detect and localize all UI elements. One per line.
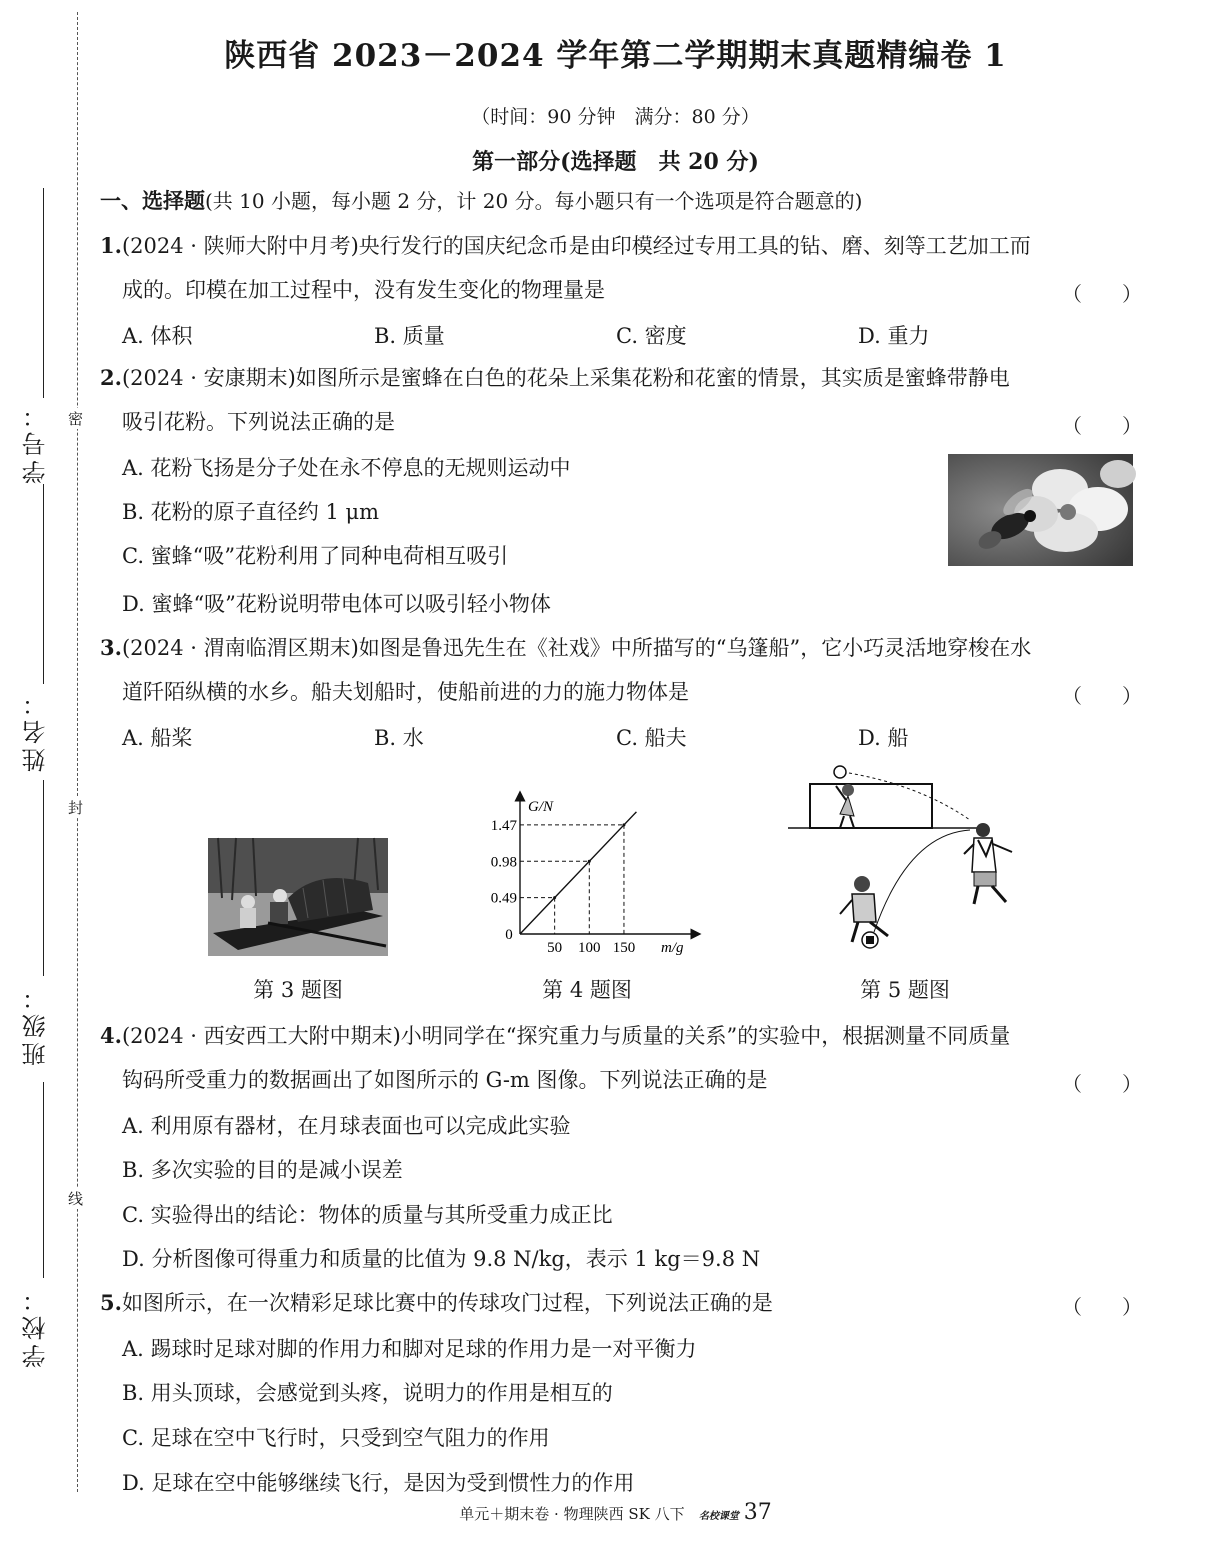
q1-line1: (2024 · 陕师大附中月考)央行发行的国庆纪念币是由印模经过专用工具的钻、磨、刻等工艺加工而 — [121, 234, 1031, 258]
q4-stem-line1 — [100, 1021, 1010, 1051]
q4-option-a: A. 利用原有器材，在月球表面也可以完成此实验 — [122, 1114, 571, 1138]
chart-x-tick-label: 50 — [547, 940, 563, 956]
part-title: 第一部分(选择题 共 20 分) — [472, 149, 759, 175]
chart-y-tick-label: 0.98 — [490, 854, 517, 871]
page-footer — [0, 1500, 1231, 1525]
student-id-label: 学号： — [22, 400, 50, 484]
header-player — [976, 823, 990, 837]
ball-near-goal — [834, 766, 846, 778]
q4-line2: 钩码所受重力的数据画出了如图所示的 G-m 图像。下列说法正确的是 — [122, 1068, 768, 1092]
q1-stem-line1 — [100, 231, 1031, 261]
q4-line1: (2024 · 西安西工大附中期末)小明同学在“探究重力与质量的关系”的实验中，根据测量不同质量 — [121, 1024, 1011, 1048]
q1-option-a: A. 体积 — [122, 324, 193, 348]
q4-option-b: B. 多次实验的目的是减小误差 — [122, 1158, 403, 1182]
q1-answer-blank[interactable]: （ ） — [1062, 282, 1142, 306]
chart-origin-label: 0 — [505, 927, 513, 943]
q2-answer-blank[interactable]: （ ） — [1062, 414, 1142, 438]
chart-x-tick-label: 150 — [612, 940, 636, 956]
bee-flower-photo — [948, 454, 1133, 566]
chart-ylabel: G/N — [528, 799, 554, 815]
chart-series-line — [520, 812, 636, 934]
q4-answer-blank[interactable]: （ ） — [1062, 1072, 1142, 1096]
q2-line2: 吸引花粉。下列说法正确的是 — [122, 410, 395, 434]
figure5-caption: 第 5 题图 — [860, 978, 950, 1002]
q2-option-a: A. 花粉飞扬是分子处在永不停息的无规则运动中 — [122, 456, 571, 480]
q2-option-c: C. 蜜蜂“吸”花粉利用了同种电荷相互吸引 — [122, 544, 509, 568]
boat-photo — [208, 838, 388, 956]
figure3-caption: 第 3 题图 — [253, 978, 343, 1002]
figure4-caption: 第 4 题图 — [542, 978, 632, 1002]
seal-char-mi: 密 — [68, 410, 84, 428]
section-head: 一、选择题 — [100, 188, 205, 213]
q2-number: 2. — [100, 365, 122, 390]
q2-option-d: D. 蜜蜂“吸”花粉说明带电体可以吸引轻小物体 — [122, 592, 551, 616]
page-number: 37 — [743, 1500, 772, 1525]
q2-line1: (2024 · 安康期末)如图所示是蜜蜂在白色的花朵上采集花粉和花蜜的情景，其实质是蜜蜂带静电 — [121, 366, 1010, 390]
g-m-chart — [490, 792, 708, 956]
chart-data-point — [553, 896, 556, 899]
q4-option-d: D. 分析图像可得重力和质量的比值为 9.8 N/kg，表示 1 kg＝9.8 N — [122, 1247, 761, 1271]
q3-option-b: B. 水 — [374, 726, 424, 750]
q3-number: 3. — [100, 635, 122, 660]
school-label: 学校： — [22, 1284, 50, 1368]
q3-answer-blank[interactable]: （ ） — [1062, 684, 1142, 708]
exam-time-info: （时间：90 分钟 满分：80 分） — [471, 106, 760, 128]
footer-brand-logo: 名校课堂 — [698, 1511, 739, 1522]
q2-stem-line1 — [100, 363, 1010, 393]
section-desc: (共 10 小题，每小题 2 分，计 20 分。每小题只有一个选项是符合题意的) — [205, 189, 863, 213]
q1-option-d: D. 重力 — [858, 324, 930, 348]
q5-line1: 如图所示，在一次精彩足球比赛中的传球攻门过程，下列说法正确的是 — [121, 1291, 773, 1315]
q3-stem-line1 — [100, 633, 1031, 663]
chart-y-tick-label: 1.47 — [490, 817, 517, 834]
class-label: 班级： — [22, 982, 50, 1066]
q5-option-d: D. 足球在空中能够继续飞行，是因为受到惯性力的作用 — [122, 1471, 635, 1495]
chart-x-tick-label: 100 — [578, 940, 601, 956]
q1-option-b: B. 质量 — [374, 324, 445, 348]
q3-line1: (2024 · 渭南临渭区期末)如图是鲁迅先生在《社戏》中所描写的“乌篷船”，它小巧灵活地穿梭在水 — [121, 636, 1032, 660]
page-title: 陕西省 2023－2024 学年第二学期期末真题精编卷 1 — [224, 38, 1007, 74]
footer-text: 单元＋期末卷 · 物理陕西 SK 八下 — [459, 1505, 685, 1523]
q5-option-c: C. 足球在空中飞行时，只受到空气阻力的作用 — [122, 1426, 550, 1450]
kicker-player — [854, 876, 870, 892]
school-blank — [43, 1082, 44, 1278]
class-blank — [43, 780, 44, 976]
q3-line2: 道阡陌纵横的水乡。船夫划船时，使船前进的力的施力物体是 — [122, 680, 689, 704]
seal-char-xian: 线 — [68, 1190, 84, 1208]
student-id-blank — [43, 188, 44, 398]
q3-option-d: D. 船 — [858, 726, 909, 750]
binding-dashed-line — [77, 12, 78, 1492]
chart-xlabel: m/g — [661, 940, 684, 956]
q2-option-b: B. 花粉的原子直径约 1 μm — [122, 500, 380, 524]
q1-line2: 成的。印模在加工过程中，没有发生变化的物理量是 — [122, 278, 605, 302]
name-label: 姓名： — [22, 688, 50, 772]
q1-option-c: C. 密度 — [616, 324, 687, 348]
q5-option-b: B. 用头顶球，会感觉到头疼，说明力的作用是相互的 — [122, 1381, 613, 1405]
q4-number: 4. — [100, 1023, 122, 1048]
q5-option-a: A. 踢球时足球对脚的作用力和脚对足球的作用力是一对平衡力 — [122, 1337, 697, 1361]
chart-y-tick-label: 0.49 — [490, 890, 517, 907]
seal-char-feng: 封 — [68, 799, 84, 817]
q5-stem-line1 — [100, 1288, 773, 1318]
chart-data-point — [622, 823, 625, 826]
section-heading — [100, 186, 862, 216]
soccer-figure — [788, 764, 1028, 954]
name-blank — [43, 484, 44, 684]
q1-number: 1. — [100, 233, 122, 258]
q3-option-a: A. 船桨 — [122, 726, 193, 750]
q5-answer-blank[interactable]: （ ） — [1062, 1295, 1142, 1319]
chart-data-point — [588, 860, 591, 863]
q5-number: 5. — [100, 1290, 122, 1315]
q4-option-c: C. 实验得出的结论：物体的质量与其所受重力成正比 — [122, 1203, 613, 1227]
q3-option-c: C. 船夫 — [616, 726, 687, 750]
